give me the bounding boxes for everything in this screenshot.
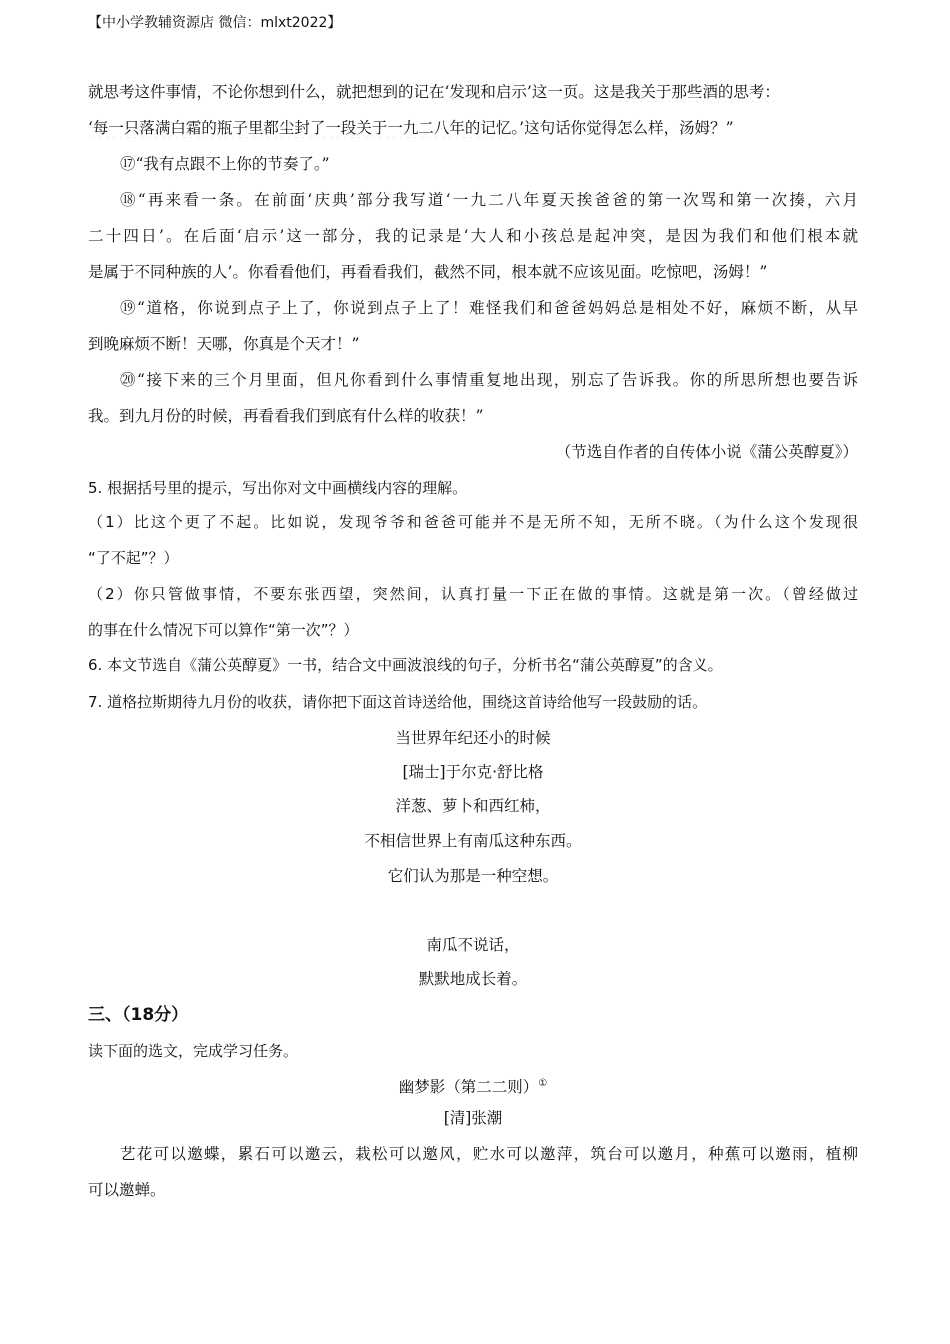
poem-author: [瑞士]于尔克·舒比格 bbox=[402, 763, 544, 781]
text: 6. 本文节选自《蒲公英醇夏》一书，结合文中画 bbox=[88, 656, 408, 674]
question-5-2-line-1: （2）你只管做事情，不要东张西望，突然间，认真打量一下正在做的事情。这就是第一次。（曾经做过 bbox=[88, 585, 858, 603]
paragraph-18-line-2: 二十四日’。在后面‘启示’这一部分，我的记录是‘大人和小孩总是起冲突，是因为我们和他们根本就 bbox=[88, 227, 858, 245]
question-5-2-line-2: 的事在什么情况下可以算作“第一次”？） bbox=[88, 621, 359, 639]
paragraph-16-line-2 bbox=[88, 118, 858, 138]
text: 的句子，分析书名“蒲公英醇夏”的含义。 bbox=[452, 656, 723, 674]
question-6 bbox=[88, 655, 858, 675]
watermark-header: 【中小学教辅资源店 微信：mlxt2022】 bbox=[88, 15, 342, 31]
source-citation: （节选自作者的自传体小说《蒲公英醇夏》） bbox=[555, 443, 858, 461]
paragraph-20-line-2: 我。到九月份的时候，再看看我们到底有什么样的收获！” bbox=[88, 407, 484, 425]
classical-text-line-2: 可以邀蝉。 bbox=[88, 1181, 166, 1199]
poem-line: 洋葱、萝卜和西红柿， bbox=[395, 797, 551, 815]
poem-line: 南瓜不说话， bbox=[426, 936, 520, 954]
question-5: 5. 根据括号里的提示，写出你对文中画横线内容的理解。 bbox=[88, 479, 468, 497]
paragraph-17: ⑰“我有点跟不上你的节奏了。” bbox=[120, 155, 330, 173]
title-text: 幽梦影（第二二则） bbox=[398, 1078, 539, 1097]
paragraph-16-line-1 bbox=[88, 82, 858, 102]
poem-title: 当世界年纪还小的时候 bbox=[395, 729, 551, 747]
poem-line: 不相信世界上有南瓜这种东西。 bbox=[364, 832, 582, 850]
paragraph-20-line-1: ⑳“接下来的三个月里面，但凡你看到什么事情重复地出现，别忘了告诉我。你的所思所想也要告诉 bbox=[120, 371, 858, 389]
section-3-instruction: 读下面的选文，完成学习任务。 bbox=[88, 1042, 299, 1060]
wavy-underlined-text: 这是我关于那些酒的思考： bbox=[593, 83, 780, 101]
wavy-underlined-text: 波浪线 bbox=[407, 656, 453, 674]
text: 就思考这件事情，不论你想到什么，就把想到的记在‘发现和启示’这一页。 bbox=[88, 83, 594, 101]
footnote-marker: ① bbox=[538, 1078, 548, 1089]
classical-text-line-1: 艺花可以邀蝶，累石可以邀云，栽松可以邀风，贮水可以邀萍，筑台可以邀月，种蕉可以邀雨，植柳 bbox=[120, 1145, 858, 1163]
question-5-1-line-1: （1）比这个更了不起。比如说，发现爷爷和爸爸可能并不是无所不知，无所不晓。（为什么这个发现很 bbox=[88, 513, 858, 531]
question-7: 7. 道格拉斯期待九月份的收获，请你把下面这首诗送给他，围绕这首诗给他写一段鼓励的话。 bbox=[88, 693, 708, 711]
wavy-underlined-text: ‘每一只落满白霜的瓶子里都尘封了一段关于一九二八年的记忆。’ bbox=[88, 119, 525, 137]
question-5-1-line-2: “了不起”？） bbox=[88, 549, 179, 567]
classical-text-title bbox=[88, 1074, 858, 1097]
poem-line: 默默地成长着。 bbox=[418, 970, 528, 988]
section-3-heading: 三、（18分） bbox=[88, 1005, 189, 1025]
text: 这句话你觉得怎么样，汤姆？” bbox=[524, 119, 734, 137]
poem-line: 它们认为那是一种空想。 bbox=[387, 867, 559, 885]
paragraph-18-line-1: ⑱“再来看一条。在前面‘庆典’部分我写道‘一九二八年夏天挨爸爸的第一次骂和第一次揍，六月 bbox=[120, 191, 858, 209]
paragraph-18-line-3: 是属于不同种族的人’。你看看他们，再看看我们，截然不同，根本就不应该见面。吃惊吧，汤姆！” bbox=[88, 263, 768, 281]
paragraph-19-line-1: ⑲“道格，你说到点子上了，你说到点子上了！难怪我们和爸爸妈妈总是相处不好，麻烦不断，从早 bbox=[120, 299, 858, 317]
classical-text-author: [清]张潮 bbox=[443, 1109, 503, 1127]
paragraph-19-line-2: 到晚麻烦不断！天哪，你真是个天才！” bbox=[88, 335, 360, 353]
